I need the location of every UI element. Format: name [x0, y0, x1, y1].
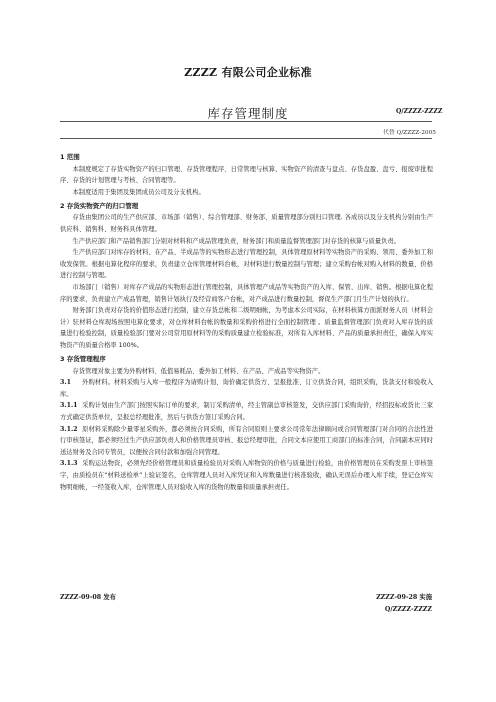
document-title: 库存管理制度 [207, 106, 289, 121]
body-paragraph: 存货管理对象主要为外购材料、低值易耗品、委外加工材料、在产品、产成品等实物资产。 [72, 367, 325, 375]
clause-text: 采购计划由生产部门按照实际订单的要求，制订采购清单，经主管副总审核签发，交供应部门采购询价，经招投标或货比三家方式确定供货单位，呈报总经理批准，然后与供货方签订采购合同。 [60, 402, 433, 422]
clause-text: 外购材料。材料采购与入库一般程序为请购计划、询价确定供货方、呈报批准、订立供货合同，组织采购，货款支付和验收入库。 [60, 379, 433, 398]
document-code: Q/ZZZZ-ZZZZ [396, 108, 443, 115]
clause-paragraph [60, 424, 433, 459]
document-body [60, 152, 433, 493]
corporate-standard-title: ZZZZ 有限公司企业标准 [184, 66, 312, 79]
clause-paragraph [60, 377, 433, 400]
body-paragraph: 存货由集团公司的生产供应部、市场部（销售）、综合管理部、财务部、质量管理部分别归口管理. 各成员以及分支机构分别由生产供应科、销售科、财务科具体管理。 [60, 214, 433, 234]
clause-number: 3.1 [60, 379, 71, 387]
clause-paragraph [60, 458, 433, 493]
replacement-note: 代替 Q/ZZZZ-2005 [383, 130, 436, 136]
header-rule-top [60, 121, 432, 122]
body-paragraph: 生产供应部门对库存的材料、在产品、半成品等的实物形态进行管理控制，具体管理原材料等实物资产的采购、领用、委外加工和收发保管。根据电算化程序的要求，负责建立仓库管理材料台帐，对材料进行数量控制与管理；建立采购台帐对购入材料的数量、价格进行控制与管理。 [60, 249, 433, 280]
implement-date: ZZZZ-09-28 实施 [376, 594, 432, 601]
clause-number: 3.1.1 [60, 402, 78, 410]
section-heading: 3 存货管理程序 [60, 355, 106, 364]
clause-paragraph [60, 400, 433, 423]
body-paragraph: 财务部门负责对存货的价值形态进行控制，建立存货总帐和二级明细帐，为考虑本公司实际，在材料核算方面派财务人员（材料会计）驻材料仓库现场按照电算化要求，对仓库材料台帐的数量和采购价格进行全面控制管理 。质量监督管理部门负责对入库存货的质量进行检验控制，质量检验部门要对公司常用原材料等的采购质量建立检验标准，对所有入库材料、产品的质量承担责任，确保入库实物资产的质量合格率 100%。 [60, 307, 433, 349]
body-paragraph: 生产供应部门和产品销售部门分别对材料和产成品管理负责，财务部门和质量监督管理部门对存货的核算与质量负责。 [72, 237, 400, 245]
clause-number: 3.1.3 [60, 460, 78, 468]
footer-document-code: Q/ZZZZ-ZZZZ [384, 606, 432, 613]
body-paragraph: 本制度适用于集团及集团成员公司及分支机构。 [72, 188, 205, 196]
section-heading: 2 存货实物资产的归口管理 [60, 201, 139, 210]
body-paragraph: 本制度规定了存货实物资产的归口管理、存货管理程序、日常管理与核算、实物资产的清查与盘点、存货盘盈、盘亏、报废审批程序、存货的计划管理与考核、合同管理等。 [60, 165, 433, 185]
clause-number: 3.1.2 [60, 425, 78, 433]
section-heading: 1 范围 [60, 153, 80, 161]
clause-text: 采购运达物资，必须先经价格管理员和质量检验员对采购入库物资的价格与质量进行检验，由价格管理员在采购发票上审核签字，由质检员在“材料送检单”上验证签名，仓库管理人员对入库凭证和入库数量进行核准验收，确认无误后办理入库手续，登记仓库实物明细帐，一经签收入库，仓库管理人员对验收入库的货物的数量和质量承担责任。 [60, 460, 433, 491]
body-paragraph: 市场部门（销售）对库存产成品的实物形态进行管理控制，具体管理产成品等实物资产的入库、保管、出库、销售。根据电算化程序的要求，负责建立产成品管理，销售计划执行及经营商客户台帐，对产成品进行数量控制，督促生产部门月生产计划的执行。 [60, 284, 433, 303]
clause-text: 原材料采购除少量零星采购外，都必须按合同采购，所有合同原则上要求公司常年法律顾问或合同管理部门对合同的合法性进行审核签证，都必须经过生产供应部负责人和价格管理员审核、报总经理审批，合同文本应使用工商部门的标准合同，合同副本应同时送达财务及合同专管员，以便按合同付款和加强合同管理。 [60, 425, 433, 456]
header-rule-bottom [60, 138, 432, 139]
issue-date: ZZZZ-09-08 发布 [60, 594, 116, 601]
